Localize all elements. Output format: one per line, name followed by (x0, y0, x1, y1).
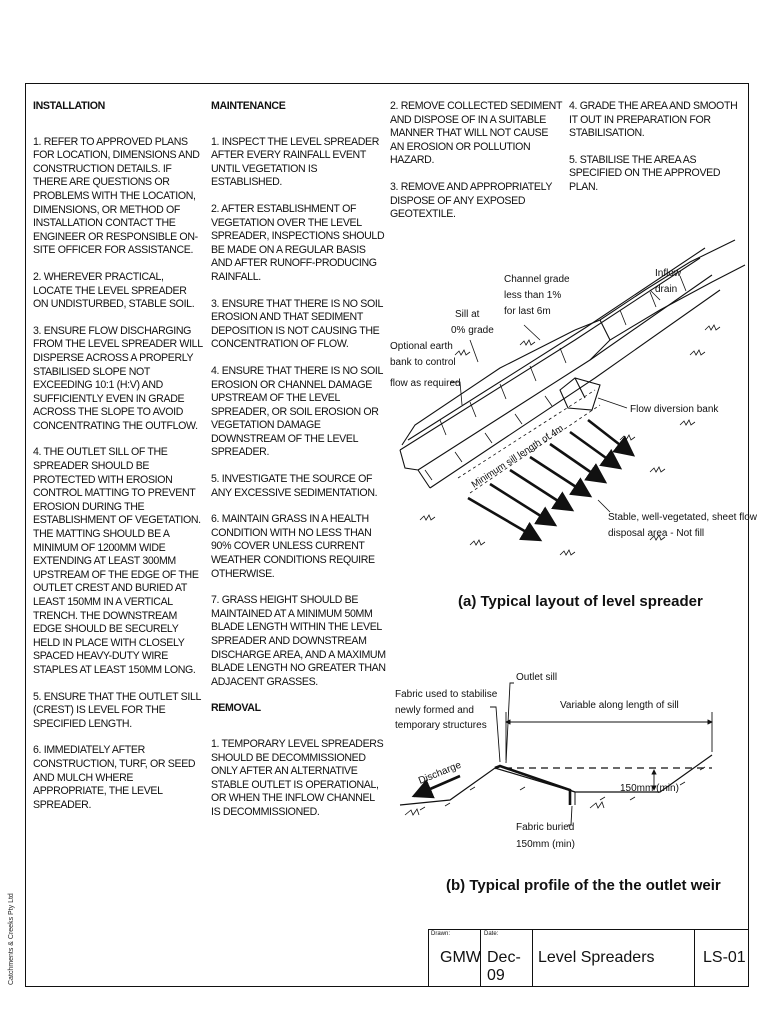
fabric-buried-label: 150mm (min) (516, 839, 575, 850)
maintenance-heading: MAINTENANCE (211, 100, 286, 112)
company-credit: Catchments & Creeks Pty Ltd (8, 893, 15, 985)
inflow-label: drain (655, 284, 678, 295)
fabric-label: temporary structures (395, 720, 487, 731)
installation-item: 1. REFER TO APPROVED PLANS FOR LOCATION, DIMENSIONS AND CONSTRUCTION DETAILS. IF THERE ARE QUESTIONS OR PROBLEMS WITH THE LOCATION, DIMENSIONS, OR METHOD OF INSTALLATION CONTACT THE ENGINEER OR RESPONSIBLE ON-SITE OFFICER FOR ASSISTANCE. (33, 135, 200, 257)
channel-grade-label: for last 6m (504, 306, 551, 317)
date-value: Dec-09 (487, 949, 521, 984)
installation-item: 3. ENSURE FLOW DISCHARGING FROM THE LEVEL SPREADER WILL DISPERSE ACROSS A PROPERLY STABILISED SLOPE NOT EXCEEDING 10:1 (H:V) AND SUFFICIENTLY EVEN IN GRADE ACROSS THE SLOPE TO AVOID CONCENTRATING THE OUTFLOW. (33, 324, 203, 432)
inflow-label: Inflow (655, 268, 682, 279)
maintenance-item: 5. INVESTIGATE THE SOURCE OF ANY EXCESSIVE SEDIMENTATION. (211, 473, 378, 499)
installation-item: 5. ENSURE THAT THE OUTLET SILL (CREST) IS LEVEL FOR THE SPECIFIED LENGTH. (33, 690, 201, 730)
maintenance-item: 1. INSPECT THE LEVEL SPREADER AFTER EVERY RAINFALL EVENT UNTIL VEGETATION IS ESTABLISHED. (211, 135, 380, 189)
maintenance-item: 4. ENSURE THAT THERE IS NO SOIL EROSION OR CHANNEL DAMAGE UPSTREAM OF THE LEVEL SPREADER, OR SOIL EROSION OR VEGETATION DAMAGE DOWNSTREAM OF THE LEVEL SPREADER. (211, 364, 383, 459)
figure-a-labels (390, 268, 758, 610)
maintenance-item: 7. GRASS HEIGHT SHOULD BE MAINTAINED AT A MINIMUM 50MM BLADE LENGTH WITHIN THE LEVEL SPREADER AND DOWNSTREAM DISCHARGE AREA, AND A MAXIMUM BLADE LENGTH NO GREATER THAN ADJACENT GRASSES. (211, 594, 386, 688)
installation-item: 6. IMMEDIATELY AFTER CONSTRUCTION, TURF, OR SEED AND MULCH WHERE APPROPRIATE, THE LEVEL SPREADER. (33, 744, 196, 811)
figure-b-title: (b) Typical profile of the the outlet weir (446, 877, 721, 894)
removal-heading: REMOVAL (211, 702, 261, 715)
maintenance-item: 3. ENSURE THAT THERE IS NO SOIL EROSION AND THAT SEDIMENT DEPOSITION IS NOT CAUSING THE CONCENTRATION OF FLOW. (211, 297, 383, 351)
drawn-value: GMW (440, 949, 481, 966)
discharge-label: Discharge (417, 759, 463, 787)
sill-label: 0% grade (451, 325, 494, 336)
drawing-title-cell (532, 929, 694, 987)
outlet-sill-label: Outlet sill (516, 672, 558, 683)
fabric-label: newly formed and (395, 705, 474, 716)
removal-item: 2. REMOVE COLLECTED SEDIMENT AND DISPOSE OF IN A SUITABLE MANNER THAT WILL NOT CAUSE AN EROSION OR POLLUTION HAZARD. (390, 100, 562, 167)
date-cell (480, 929, 532, 987)
date-label: Date: (484, 931, 499, 937)
variable-length-label: Variable along length of sill (560, 700, 679, 711)
drawing-code: LS-01 (703, 949, 746, 966)
diversion-bank-label: Flow diversion bank (630, 404, 719, 415)
earth-bank-label: flow as required (390, 378, 461, 389)
fabric-buried-label: Fabric buried (516, 822, 575, 833)
figure-a-title: (a) Typical layout of level spreader (458, 593, 703, 610)
removal-item: 1. TEMPORARY LEVEL SPREADERS SHOULD BE DECOMMISSIONED ONLY AFTER AN ALTERNATIVE STABLE OUTLET IS OPERATIONAL, OR WHEN THE INFLOW CHANNEL IS DECOMMISSIONED. (211, 737, 384, 818)
earth-bank-label: Optional earth (390, 341, 453, 352)
removal-item: 3. REMOVE AND APPROPRIATELY DISPOSE OF ANY EXPOSED GEOTEXTILE. (390, 180, 552, 221)
title-block (428, 929, 749, 987)
sill-label: Sill at (455, 309, 480, 320)
fabric-label: Fabric used to stabilise (395, 689, 498, 700)
depth-label: 150mm (min) (620, 783, 679, 794)
removal-item: 5. STABILISE THE AREA AS SPECIFIED ON THE APPROVED PLAN. (569, 153, 721, 193)
channel-grade-label: less than 1% (504, 290, 562, 301)
disposal-area-label: disposal area - Not fill (608, 528, 705, 539)
drawing-title: Level Spreaders (538, 949, 655, 966)
min-sill-length-label: Minimum sill length of 4m (469, 422, 566, 491)
installation-item: 4. THE OUTLET SILL OF THE SPREADER SHOULD BE PROTECTED WITH EROSION CONTROL MATTING TO PREVENT EROSION DURING THE ESTABLISHMENT OF VEGETATION. THE MATTING SHOULD BE A MINIMUM OF 1200MM WIDE EXTENDING AT LEAST 300MM UPSTREAM OF THE EDGE OF THE OUTLET CREST AND BURIED AT LEAST 150MM IN A VERTICAL TRENCH. THE DOWNSTREAM EDGE SHOULD BE SECURELY HELD IN PLACE WITH CLOSELY SPACED HEAVY-DUTY WIRE STAPLES AT LEAST 150MM LONG. (33, 446, 201, 676)
maintenance-item: 6. MAINTAIN GRASS IN A HEALTH CONDITION WITH NO LESS THAN 90% COVER UNLESS CURRENT WEATHER CONDITIONS REQUIRE OTHERWISE. (211, 513, 375, 580)
removal-item: 4. GRADE THE AREA AND SMOOTH IT OUT IN PREPARATION FOR STABILISATION. (569, 100, 738, 140)
disposal-area-label: Stable, well-vegetated, sheet flow (608, 512, 757, 523)
channel-grade-label: Channel grade (504, 274, 570, 285)
maintenance-item: 2. AFTER ESTABLISHMENT OF VEGETATION OVER THE LEVEL SPREADER, INSPECTIONS SHOULD BE MADE ON A REGULAR BASIS AND AFTER RUNOFF-PRODUCING RAINFALL. (211, 202, 385, 283)
drawn-cell (428, 929, 480, 987)
drawn-label: Drawn: (431, 931, 451, 937)
earth-bank-label: bank to control (390, 357, 456, 368)
installation-item: 2. WHEREVER PRACTICAL, LOCATE THE LEVEL SPREADER ON UNDISTURBED, STABLE SOIL. (33, 270, 195, 311)
installation-heading: INSTALLATION (33, 100, 105, 112)
drawing-code-cell (694, 929, 749, 987)
